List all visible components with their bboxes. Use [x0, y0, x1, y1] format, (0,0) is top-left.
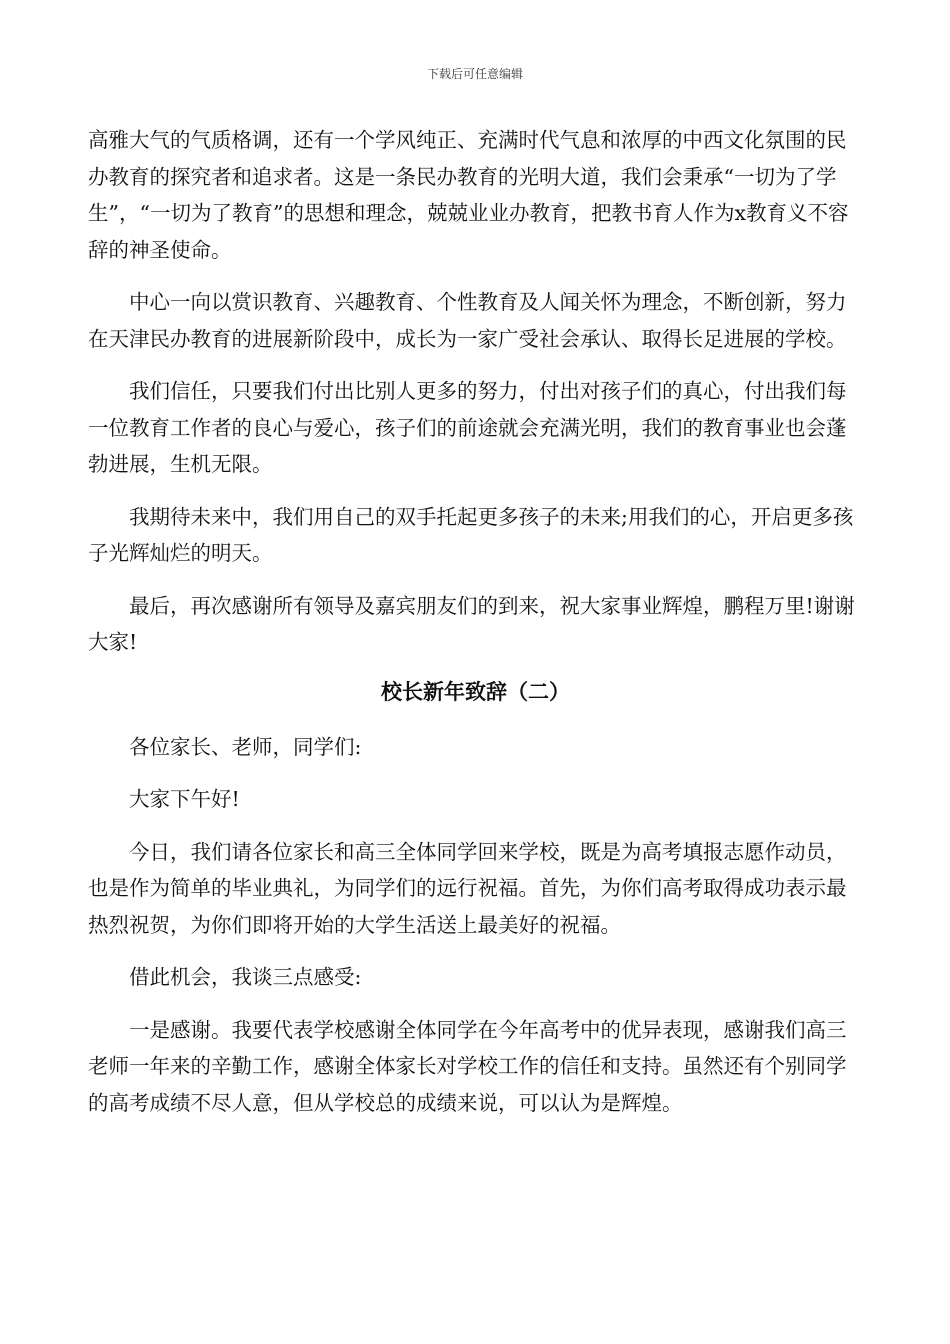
paragraph: 我们信任，只要我们付出比别人更多的努力，付出对孩子们的真心，付出我们每一位教育工作者的良心与爱心，孩子们的前途就会充满光明，我们的教育事业也会蓬勃进展，生机无限。: [88, 379, 847, 476]
paragraph: 今日，我们请各位家长和高三全体同学回来学校，既是为高考填报志愿作动员，也是作为简单的毕业典礼，为同学们的远行祝福。首先，为你们高考取得成功表示最热烈祝贺，为你们即将开始的大学生活送上最美好的祝福。: [88, 839, 847, 937]
paragraph: 各位家长、老师，同学们:: [129, 734, 362, 759]
section-title: 校长新年致辞（二）: [381, 678, 570, 704]
paragraph: 最后，再次感谢所有领导及嘉宾朋友们的到来，祝大家事业辉煌，鹏程万里!谢谢大家!: [88, 593, 855, 654]
paragraph: 一是感谢。我要代表学校感谢全体同学在今年高考中的优异表现，感谢我们高三老师一年来的辛勤工作，感谢全体家长对学校工作的信任和支持。虽然还有个别同学的高考成绩不尽人意，但从学校总的成绩来说，可以认为是辉煌。: [88, 1017, 847, 1115]
paragraph: 借此机会，我谈三点感受:: [129, 965, 362, 989]
paragraph: 大家下午好!: [129, 787, 240, 811]
paragraph: 高雅大气的气质格调，还有一个学风纯正、充满时代气息和浓厚的中西文化氛围的民办教育的探究者和追求者。这是一条民办教育的光明大道，我们会秉承“一切为了学生”，“一切为了教育”的思想和理念，兢兢业业办教育，把教书育人作为x教育义不容辞的神圣使命。: [88, 128, 849, 262]
document-body: [88, 122, 863, 1137]
page-header-note: 下载后可任意编辑: [426, 67, 523, 81]
paragraph: 我期待未来中，我们用自己的双手托起更多孩子的未来;用我们的心，开启更多孩子光辉灿烂的明天。: [88, 504, 854, 565]
paragraph: 中心一向以赏识教育、兴趣教育、个性教育及人闻关怀为理念，不断创新，努力在天津民办教育的进展新阶段中，成长为一家广受社会承认、取得长足进展的学校。: [88, 290, 847, 351]
